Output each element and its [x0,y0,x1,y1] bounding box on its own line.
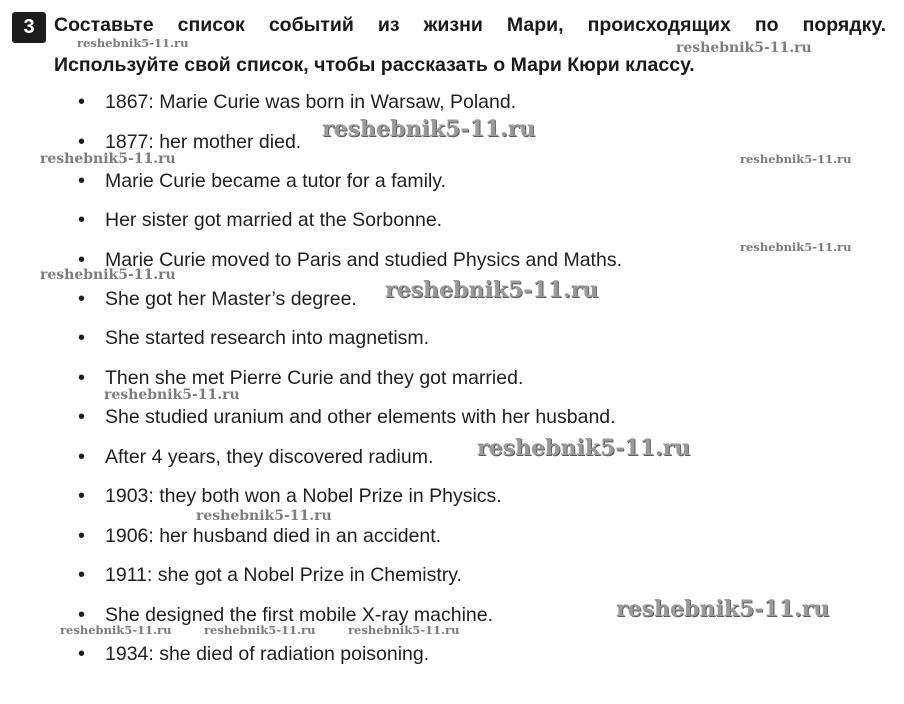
bullet-icon: • [78,525,86,547]
list-item [78,562,462,588]
bullet-icon: • [78,288,86,310]
event-text: 1903: they both won a Nobel Prize in Physics. [105,485,502,507]
event-text: She designed the first mobile X-ray machine. [105,604,494,626]
watermark: reshebnik5-11.ru [676,40,812,56]
list-item [78,89,516,115]
bullet-icon: • [78,406,86,428]
event-text: Marie Curie moved to Paris and studied Physics and Maths. [105,249,622,271]
event-text: 1877: her mother died. [105,131,302,153]
event-text: 1867: Marie Curie was born in Warsaw, Poland. [105,91,517,113]
event-text: She started research into magnetism. [105,327,430,349]
event-text: She got her Master’s degree. [105,288,357,310]
watermark: reshebnik5-11.ru [204,623,316,637]
bullet-icon: • [78,604,86,626]
list-item [78,168,446,194]
list-item [78,325,429,351]
watermark: reshebnik5-11.ru [322,116,536,142]
event-text: After 4 years, they discovered radium. [105,446,434,468]
event-text: 1911: she got a Nobel Prize in Chemistry. [105,564,462,586]
watermark: reshebnik5-11.ru [40,267,176,283]
watermark: reshebnik5-11.ru [196,508,332,524]
bullet-icon: • [78,485,86,507]
bullet-icon: • [78,209,86,231]
watermark: reshebnik5-11.ru [477,435,691,461]
task-instruction-line-2: Используйте свой список, чтобы рассказать о Мари Кюри классу. [54,54,695,76]
bullet-icon: • [78,91,86,113]
watermark: reshebnik5-11.ru [740,240,852,254]
watermark: reshebnik5-11.ru [348,623,460,637]
bullet-icon: • [78,564,86,586]
task-number-badge: 3 [12,12,46,43]
watermark: reshebnik5-11.ru [77,36,189,50]
event-text: Her sister got married at the Sorbonne. [105,209,443,231]
list-item [78,523,441,549]
watermark: reshebnik5-11.ru [40,151,176,167]
bullet-icon: • [78,446,86,468]
watermark: reshebnik5-11.ru [740,152,852,166]
watermark: reshebnik5-11.ru [60,623,172,637]
event-text: 1934: she died of radiation poisoning. [105,643,430,665]
list-item [78,444,433,470]
event-text: She studied uranium and other elements with her husband. [105,406,616,428]
bullet-icon: • [78,249,86,271]
event-text: Marie Curie became a tutor for a family. [105,170,447,192]
watermark: reshebnik5-11.ru [385,277,599,303]
list-item [78,286,357,312]
list-item [78,483,502,509]
watermark: reshebnik5-11.ru [104,387,240,403]
event-text: 1906: her husband died in an accident. [105,525,442,547]
list-item [78,641,429,667]
bullet-icon: • [78,131,86,153]
list-item [78,207,442,233]
bullet-icon: • [78,170,86,192]
watermark: reshebnik5-11.ru [616,596,830,622]
bullet-icon: • [78,643,86,665]
bullet-icon: • [78,367,86,389]
list-item [78,404,616,430]
bullet-icon: • [78,327,86,349]
event-text: Then she met Pierre Curie and they got married. [105,367,524,389]
task-instruction-line-1: Составьте список событий из жизни Мари, происходящих по порядку. [54,14,886,36]
